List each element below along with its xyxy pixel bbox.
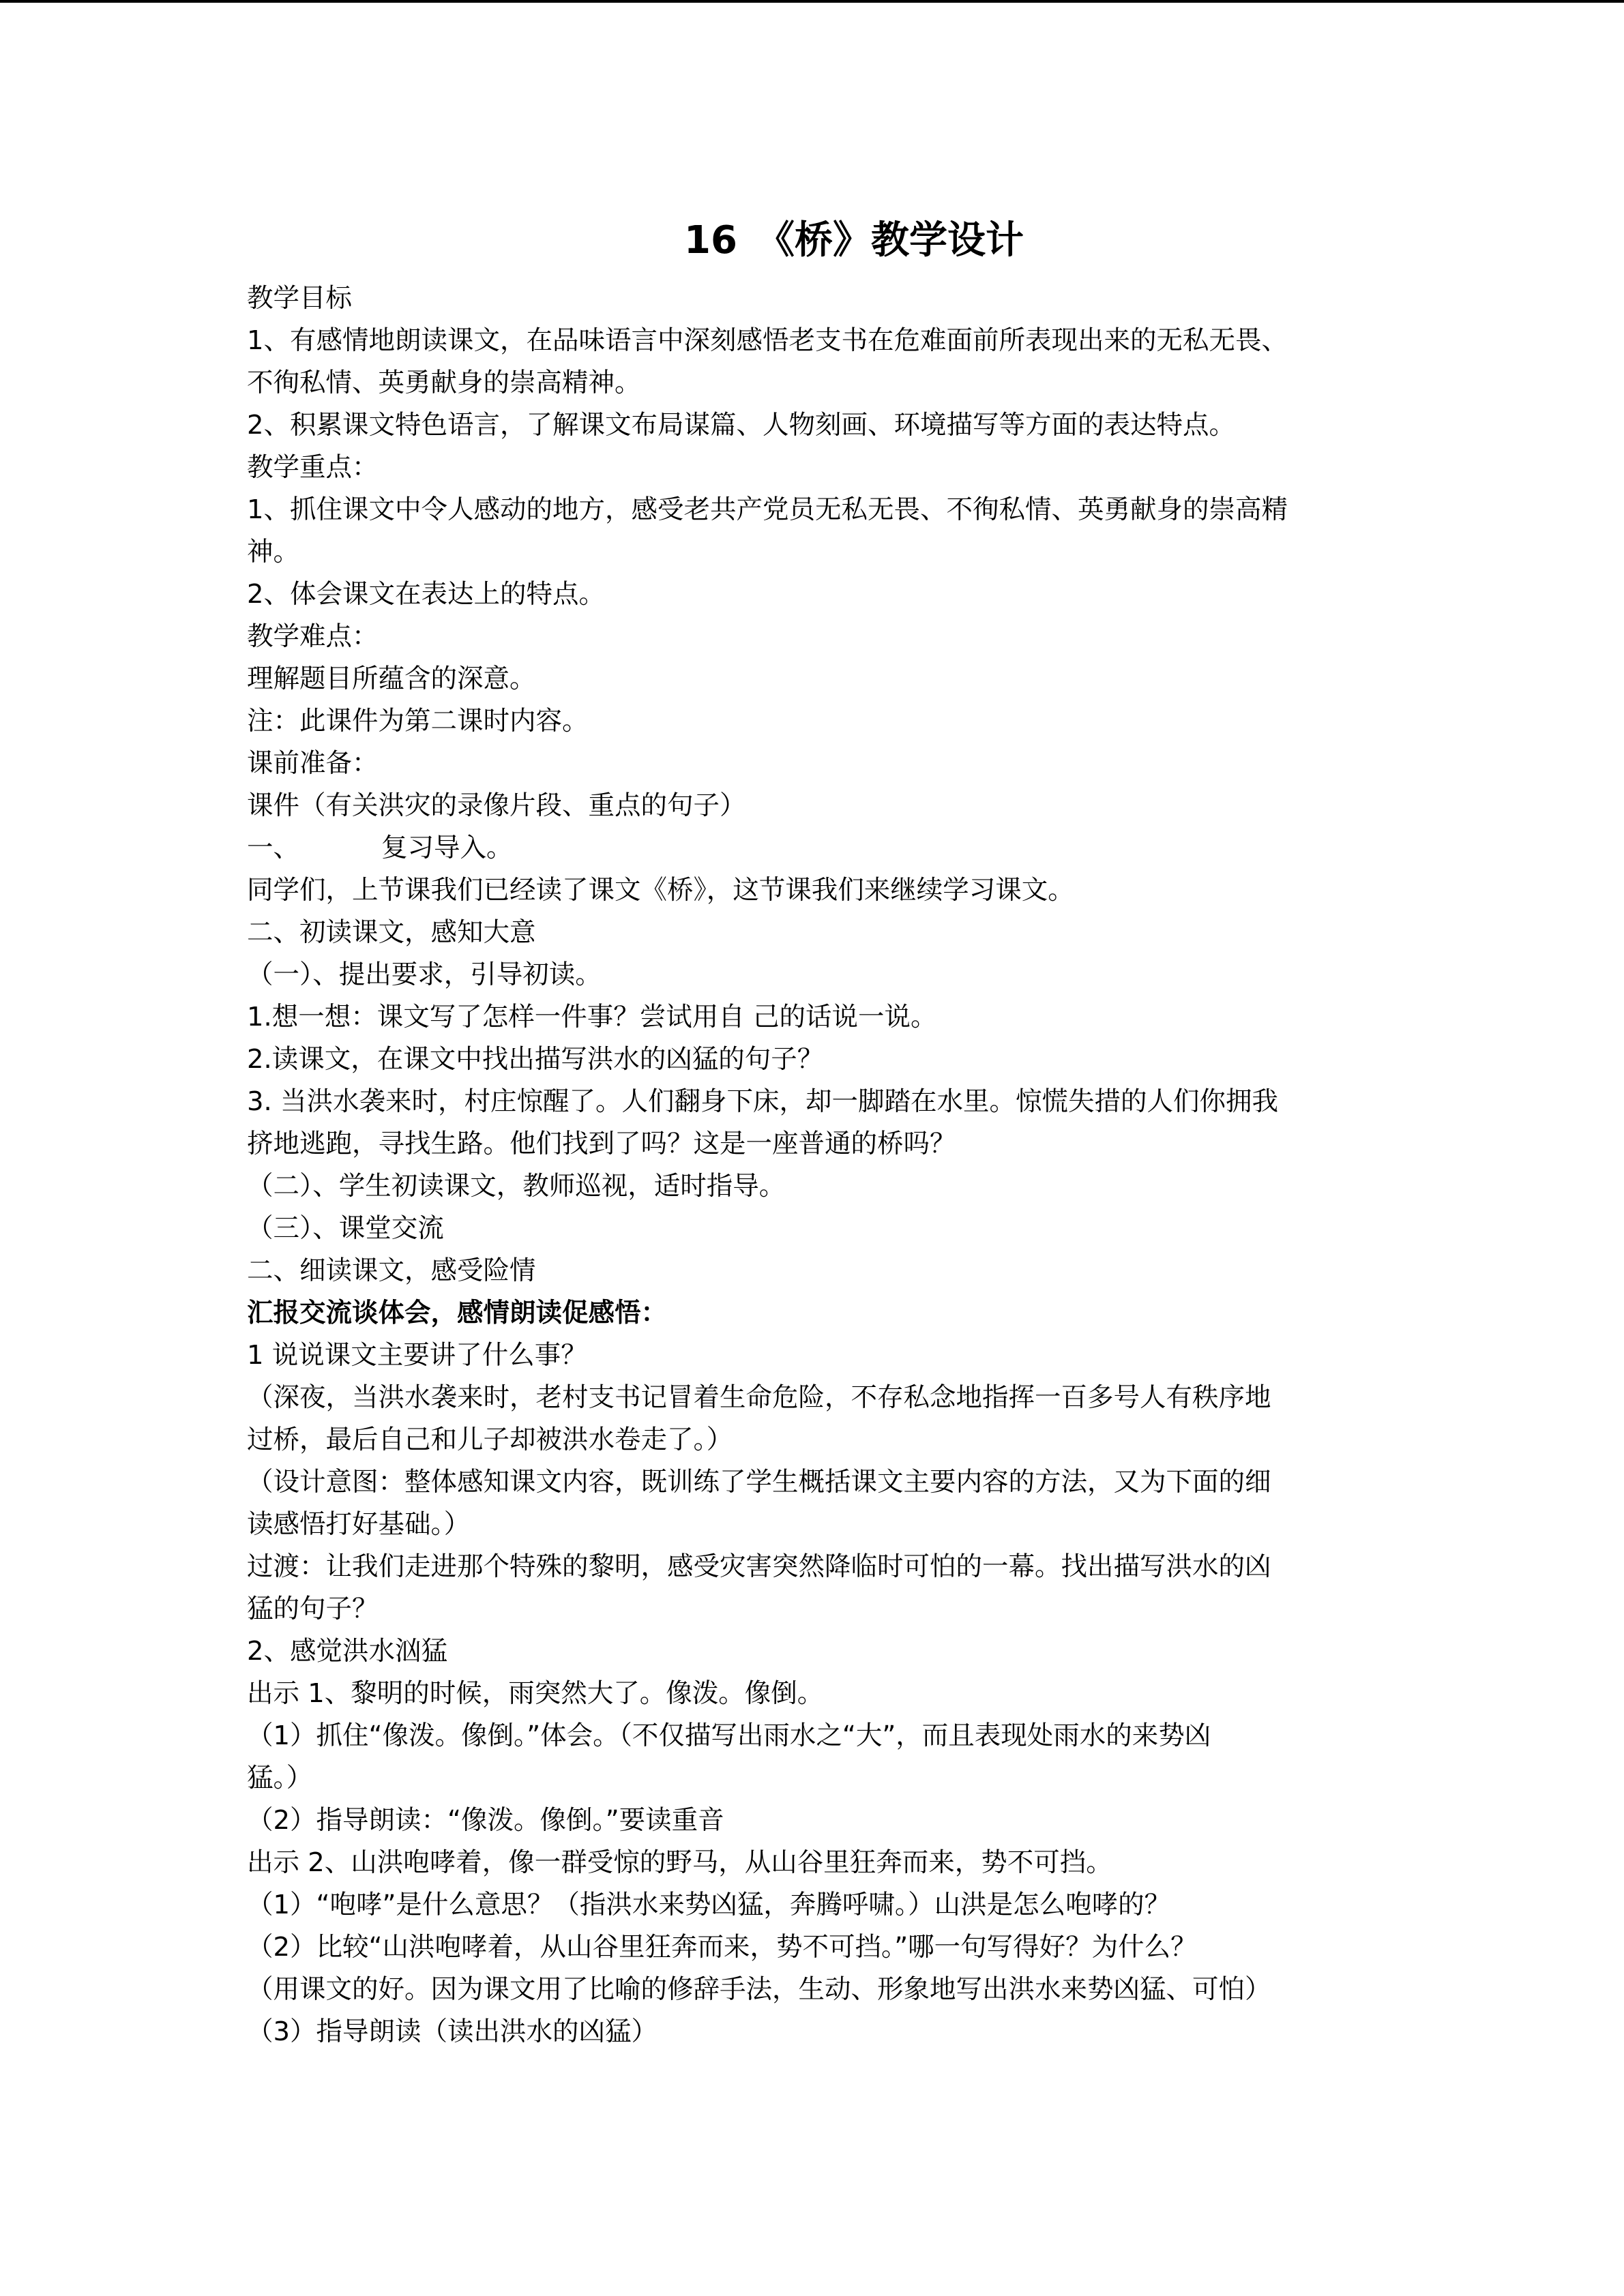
line-text: （二）、学生初读课文，教师巡视，适时指导。 — [247, 1171, 786, 1202]
line-text: 挤地逃跑，寻找生路。他们找到了吗？这是一座普通的桥吗？ — [247, 1129, 956, 1159]
title-number: 16 — [684, 218, 737, 263]
text-line — [247, 1081, 1393, 1123]
text-line — [247, 278, 1393, 320]
text-line — [247, 1715, 1393, 1757]
document-body — [247, 278, 1393, 2053]
line-text: 2、积累课文特色语言，了解课文布局谋篇、人物刻画、环境描写等方面的表达特点。 — [247, 410, 1235, 441]
line-text: 过桥，最后自己和儿子却被洪水卷走了。） — [247, 1425, 733, 1455]
text-line — [247, 1461, 1393, 1504]
line-text: 一、 — [247, 833, 300, 863]
text-line — [247, 700, 1393, 743]
line-text: （设计意图：整体感知课文内容，既训练了学生概括课文主要内容的方法，又为下面的细 — [247, 1467, 1271, 1497]
line-text: （深夜，当洪水袭来时，老村支书记冒着生命危险，不存私念地指挥一百多号人有秩序地 — [247, 1382, 1271, 1413]
text-line — [247, 1757, 1393, 1800]
text-line — [247, 1969, 1393, 2011]
text-line — [247, 573, 1393, 616]
line-text: 1 说说课文主要讲了什么事？ — [247, 1340, 587, 1371]
line-text: 出示 1、黎明的时候，雨突然大了。像泼。像倒。 — [247, 1678, 824, 1709]
text-line — [247, 954, 1393, 996]
text-line — [247, 320, 1393, 362]
line-text: 猛。） — [247, 1763, 313, 1793]
line-text: 课前准备： — [247, 748, 379, 779]
text-line — [247, 2011, 1393, 2053]
line-text: 理解题目所蕴含的深意。 — [247, 664, 536, 694]
text-line — [247, 1123, 1393, 1165]
title-text: 《桥》教学设计 — [756, 218, 1024, 263]
line-text: 1、有感情地朗读课文，在品味语言中深刻感悟老支书在危难面前所表现出来的无私无畏、 — [247, 325, 1288, 356]
line-text: （2）比较“山洪咆哮着，从山谷里狂奔而来，势不可挡。”哪一句写得好？为什么？ — [247, 1932, 1197, 1963]
line-text: （1）抓住“像泼。像倒。”体会。（不仅描写出雨水之“大”，而且表现处雨水的来势凶 — [247, 1720, 1211, 1751]
line-text: 2、体会课文在表达上的特点。 — [247, 579, 605, 610]
text-line — [247, 1377, 1393, 1419]
text-line — [247, 1800, 1393, 1842]
text-line — [247, 1292, 1393, 1335]
text-line — [247, 1208, 1393, 1250]
text-line — [247, 1588, 1393, 1630]
line-text: （1）“咆哮”是什么意思？（指洪水来势凶猛，奔腾呼啸。）山洪是怎么咆哮的？ — [247, 1890, 1171, 1920]
text-line — [247, 447, 1393, 489]
line-text: 二、初读课文，感知大意 — [247, 917, 536, 948]
text-line — [247, 404, 1393, 447]
text-line — [247, 489, 1393, 531]
text-line — [247, 362, 1393, 404]
text-line — [247, 1630, 1393, 1673]
text-line — [247, 785, 1393, 827]
line-text: （三）、课堂交流 — [247, 1213, 444, 1244]
line-text: 汇报交流谈体会，感情朗读促感悟： — [247, 1298, 668, 1328]
text-line — [247, 1546, 1393, 1588]
text-line — [247, 1504, 1393, 1546]
text-line — [247, 616, 1393, 658]
line-text: 读感悟打好基础。） — [247, 1509, 471, 1540]
line-text: 2.读课文，在课文中找出描写洪水的凶猛的句子？ — [247, 1044, 824, 1075]
text-line — [247, 869, 1393, 912]
line-text: 教学目标 — [247, 283, 353, 314]
text-line — [247, 531, 1393, 573]
text-line — [247, 658, 1393, 700]
text-line — [247, 1039, 1393, 1081]
line-text: 教学重点： — [247, 452, 379, 483]
line-text: 1、抓住课文中令人感动的地方，感受老共产党员无私无畏、不徇私情、英勇献身的崇高精 — [247, 494, 1288, 525]
text-line — [247, 1335, 1393, 1377]
text-line — [247, 996, 1393, 1039]
line-text: 3. 当洪水袭来时，村庄惊醒了。人们翻身下床，却一脚踏在水里。惊慌失措的人们你拥我 — [247, 1086, 1278, 1117]
line-text-continued: 复习导入。 — [381, 833, 513, 863]
line-text: 同学们，上节课我们已经读了课文《桥》，这节课我们来继续学习课文。 — [247, 875, 1074, 906]
text-line — [247, 1884, 1393, 1926]
document-page — [247, 208, 1393, 2053]
text-line — [247, 1165, 1393, 1208]
line-text: 1.想一想：课文写了怎样一件事？尝试用自 己的话说一说。 — [247, 1002, 937, 1032]
text-line — [247, 1926, 1393, 1969]
text-line — [247, 912, 1393, 954]
text-line — [247, 743, 1393, 785]
text-line — [247, 1419, 1393, 1461]
line-text: （一）、提出要求，引导初读。 — [247, 959, 602, 990]
line-text: 课件（有关洪灾的录像片段、重点的句子） — [247, 790, 746, 821]
line-text: （3）指导朗读（读出洪水的凶猛） — [247, 2016, 658, 2047]
text-line — [247, 1673, 1393, 1715]
line-text: 2、感觉洪水汹猛 — [247, 1636, 447, 1667]
line-text: 注：此课件为第二课时内容。 — [247, 706, 589, 736]
page-top-border — [0, 0, 1624, 3]
line-text: 猛的句子？ — [247, 1594, 379, 1624]
text-line — [247, 827, 1393, 869]
line-text: 神。 — [247, 537, 300, 567]
document-title — [315, 208, 1393, 273]
line-text: 教学难点： — [247, 621, 379, 652]
text-line — [247, 1842, 1393, 1884]
line-text: 不徇私情、英勇献身的崇高精神。 — [247, 368, 641, 398]
line-text: 二、细读课文，感受险情 — [247, 1255, 536, 1286]
line-text: （2）指导朗读：“像泼。像倒。”要读重音 — [247, 1805, 724, 1836]
line-text: 出示 2、山洪咆哮着，像一群受惊的野马，从山谷里狂奔而来，势不可挡。 — [247, 1847, 1112, 1878]
text-line — [247, 1250, 1393, 1292]
line-text: （用课文的好。因为课文用了比喻的修辞手法，生动、形象地写出洪水来势凶猛、可怕） — [247, 1974, 1271, 2005]
line-text: 过渡：让我们走进那个特殊的黎明，感受灾害突然降临时可怕的一幕。找出描写洪水的凶 — [247, 1551, 1271, 1582]
